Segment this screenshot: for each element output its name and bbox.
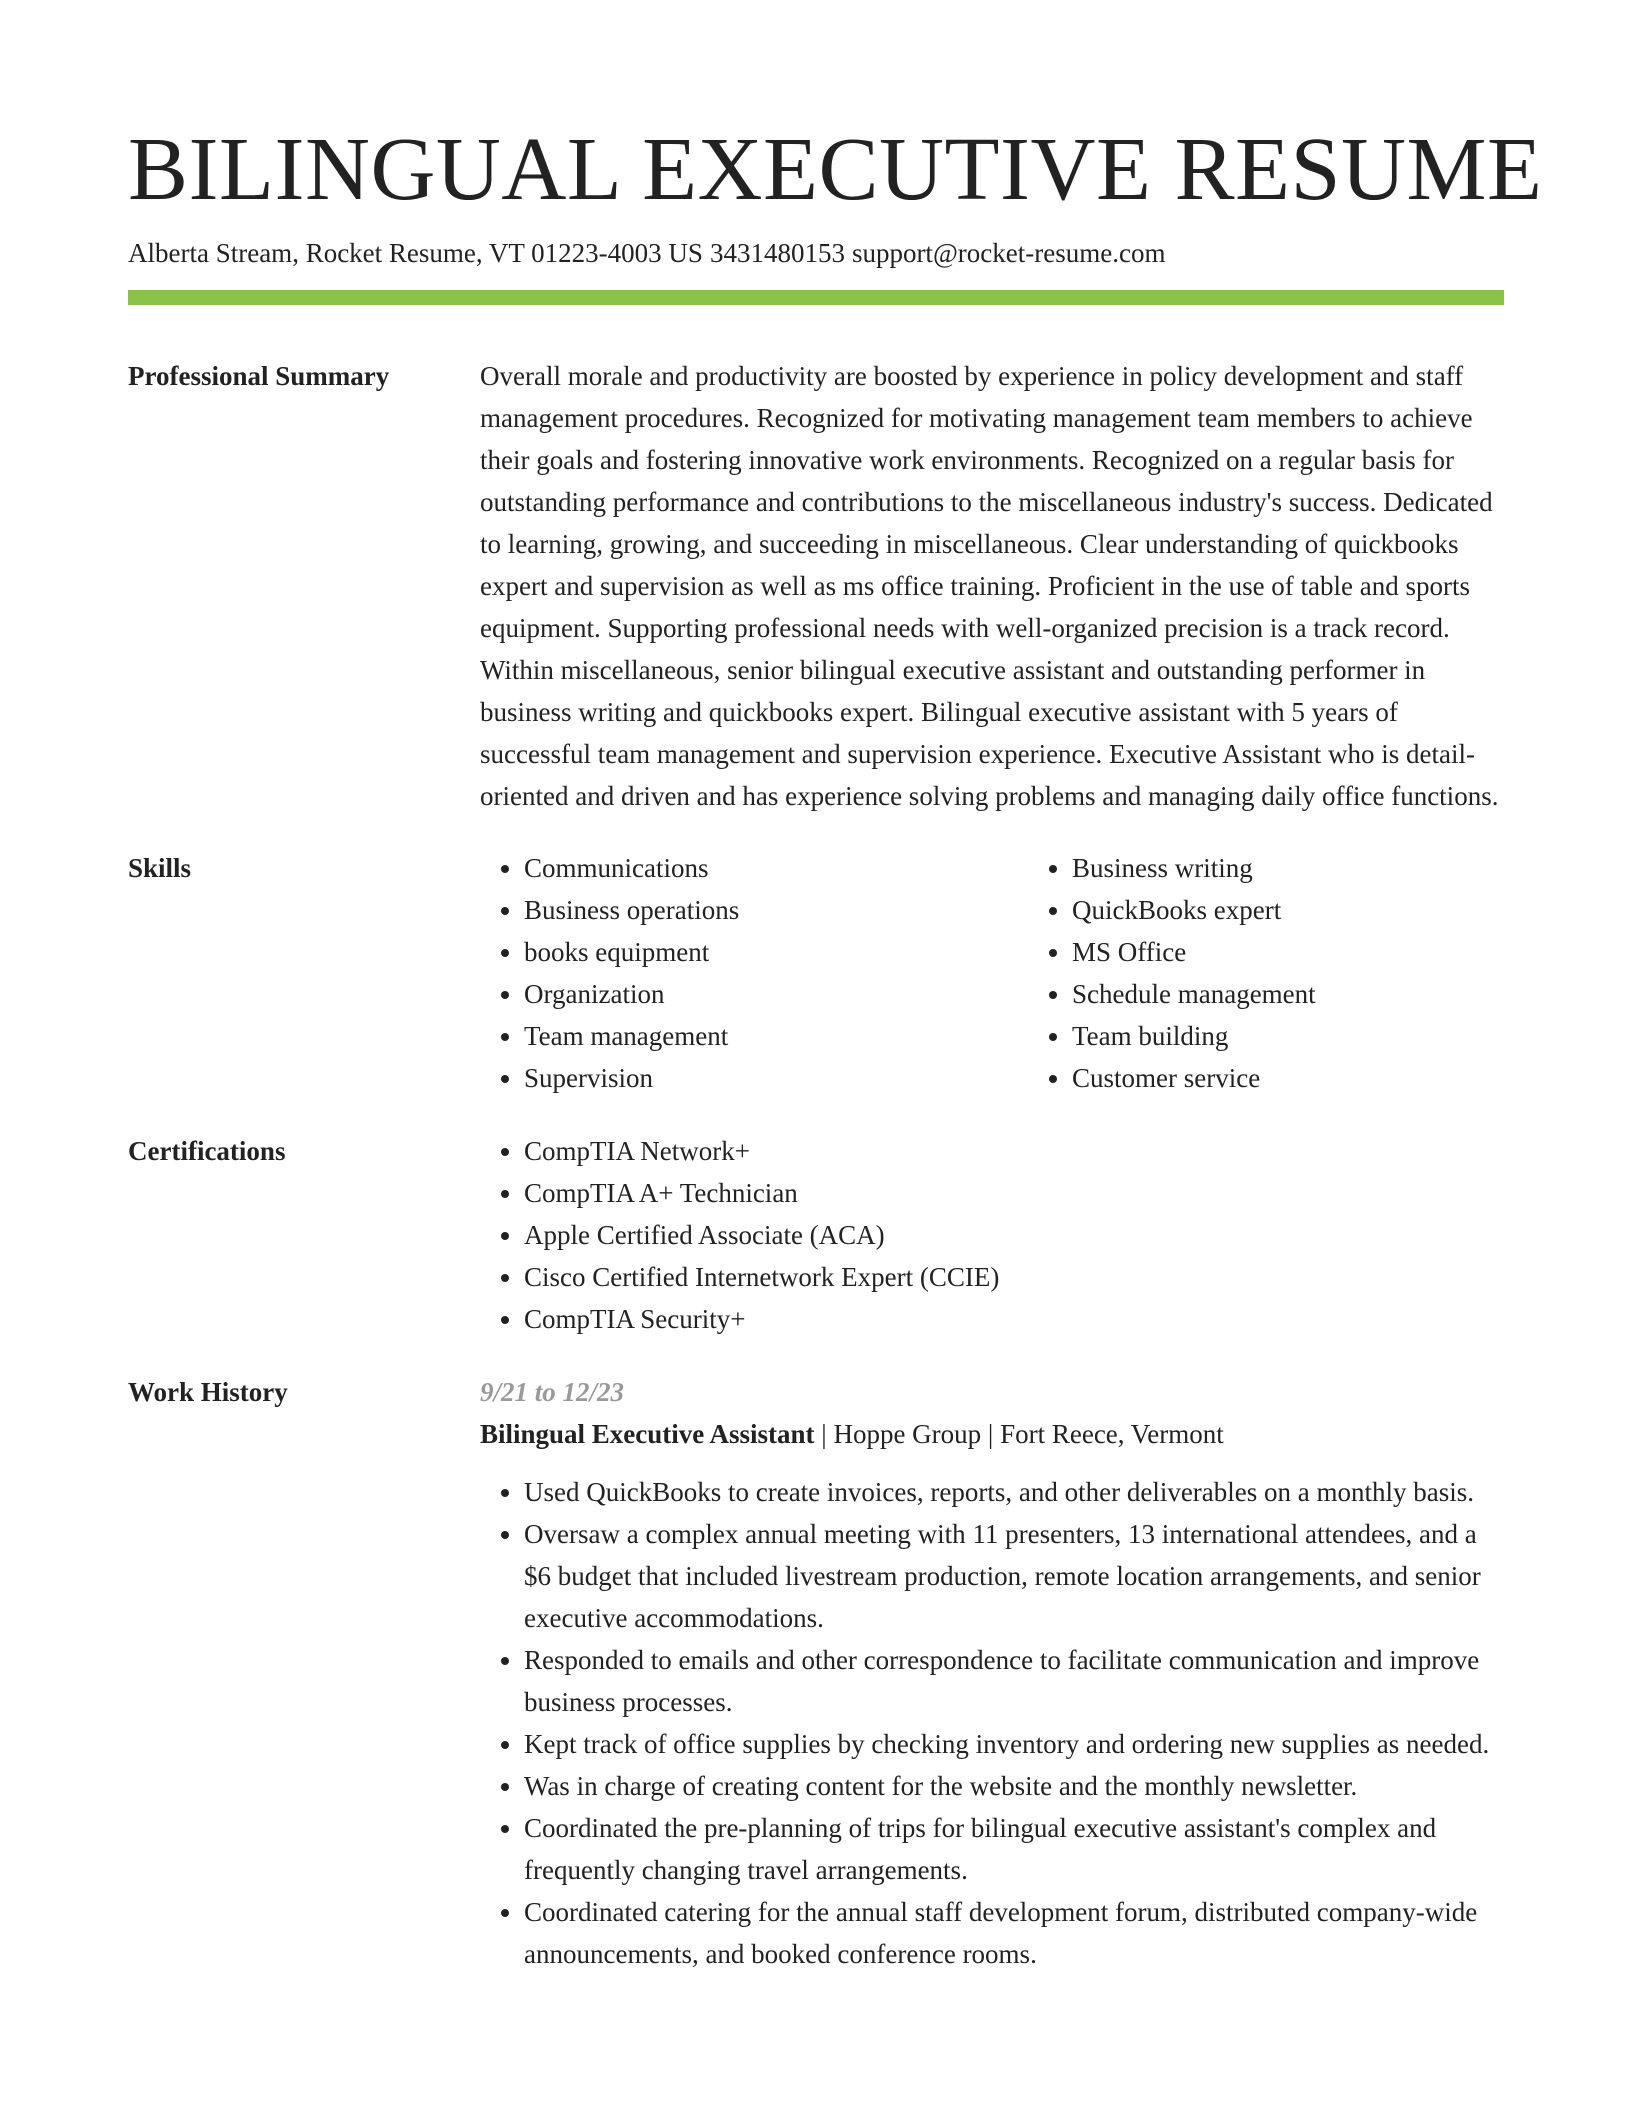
work-history-section <box>128 1371 1504 1975</box>
skills-columns <box>480 847 1592 1099</box>
certification-item: • Cisco Certified Internetwork Expert (CCIE) <box>524 1256 1504 1298</box>
certification-item: • Apple Certified Associate (ACA) <box>524 1214 1504 1256</box>
job-heading <box>480 1413 1504 1455</box>
skills-section <box>128 847 1504 1099</box>
job-dates: 9/21 to 12/23 <box>480 1377 625 1407</box>
skill-item: • Organization <box>524 973 1028 1015</box>
skill-item: • MS Office <box>1072 931 1592 973</box>
contact-phone: 3431480153 <box>709 238 845 268</box>
certification-item: • CompTIA Security+ <box>524 1298 1504 1340</box>
certification-item: • CompTIA A+ Technician <box>524 1172 1504 1214</box>
skill-item: • Schedule management <box>1072 973 1592 1015</box>
skill-item: • Team management <box>524 1015 1028 1057</box>
skill-item: • Business writing <box>1072 847 1592 889</box>
work-history-body <box>480 1371 1504 1975</box>
job-duty-item: • Responded to emails and other correspondence to facilitate communication and improve business processes. <box>524 1639 1504 1723</box>
summary-text: Overall morale and productivity are boosted by experience in policy development and staff management procedures. Recognized for motivating management team members to achieve their goals and fostering innovative work environments. Recognized on a regular basis for outstanding performance and contributions to the miscellaneous industry's success. Dedicated to learning, growing, and succeeding in miscellaneous. Clear understanding of quickbooks expert and supervision as well as ms office training. Proficient in the use of table and sports equipment. Supporting professional needs with well-organized precision is a track record. Within miscellaneous, senior bilingual executive assistant and outstanding performer in business writing and quickbooks expert. Bilingual executive assistant with 5 years of successful team management and supervision experience. Executive Assistant who is detail-oriented and driven and has experience solving problems and managing daily office functions. <box>480 361 1499 811</box>
skills-list-right <box>1028 847 1592 1099</box>
resume-name-heading: BILINGUAL EXECUTIVE RESUME <box>128 120 1543 219</box>
skill-item: • Supervision <box>524 1057 1028 1099</box>
summary-section <box>128 355 1504 817</box>
job-duty-item: • Was in charge of creating content for the website and the monthly newsletter. <box>524 1765 1504 1807</box>
skill-item: • Business operations <box>524 889 1028 931</box>
certifications-body <box>480 1130 1504 1340</box>
job-title: Bilingual Executive Assistant <box>480 1419 815 1449</box>
contact-line <box>128 236 1504 270</box>
skill-item: • books equipment <box>524 931 1028 973</box>
certification-item: • CompTIA Network+ <box>524 1130 1504 1172</box>
skills-list-left <box>480 847 1028 1099</box>
certifications-list <box>480 1130 1504 1340</box>
skill-item: • Team building <box>1072 1015 1592 1057</box>
skill-item: • QuickBooks expert <box>1072 889 1592 931</box>
resume-page <box>128 0 1543 1975</box>
job-duties-list <box>480 1471 1504 1975</box>
summary-section-title: Professional Summary <box>128 361 390 391</box>
contact-address: Alberta Stream, Rocket Resume, VT 01223-4003 US <box>128 238 703 268</box>
job-duty-item: • Coordinated the pre-planning of trips for bilingual executive assistant's complex and frequently changing travel arrangements. <box>524 1807 1504 1891</box>
header-accent-rule <box>128 290 1504 305</box>
skill-item: • Customer service <box>1072 1057 1592 1099</box>
skill-item: • Communications <box>524 847 1028 889</box>
skills-section-title: Skills <box>128 853 192 883</box>
job-duty-item: • Oversaw a complex annual meeting with 11 presenters, 13 international attendees, and a $6 budget that included livestream production, remote location arrangements, and senior executive accommodations. <box>524 1513 1504 1639</box>
job-duty-item: • Kept track of office supplies by checking inventory and ordering new supplies as needed. <box>524 1723 1504 1765</box>
work-history-section-title: Work History <box>128 1377 288 1407</box>
certifications-section <box>128 1130 1504 1340</box>
job-company-location: | Hoppe Group | Fort Reece, Vermont <box>814 1419 1224 1449</box>
job-duty-item: • Coordinated catering for the annual staff development forum, distributed company-wide announcements, and booked conference rooms. <box>524 1891 1504 1975</box>
contact-email: support@rocket-resume.com <box>851 238 1166 268</box>
job-duty-item: • Used QuickBooks to create invoices, reports, and other deliverables on a monthly basis. <box>524 1471 1504 1513</box>
certifications-section-title: Certifications <box>128 1136 286 1166</box>
